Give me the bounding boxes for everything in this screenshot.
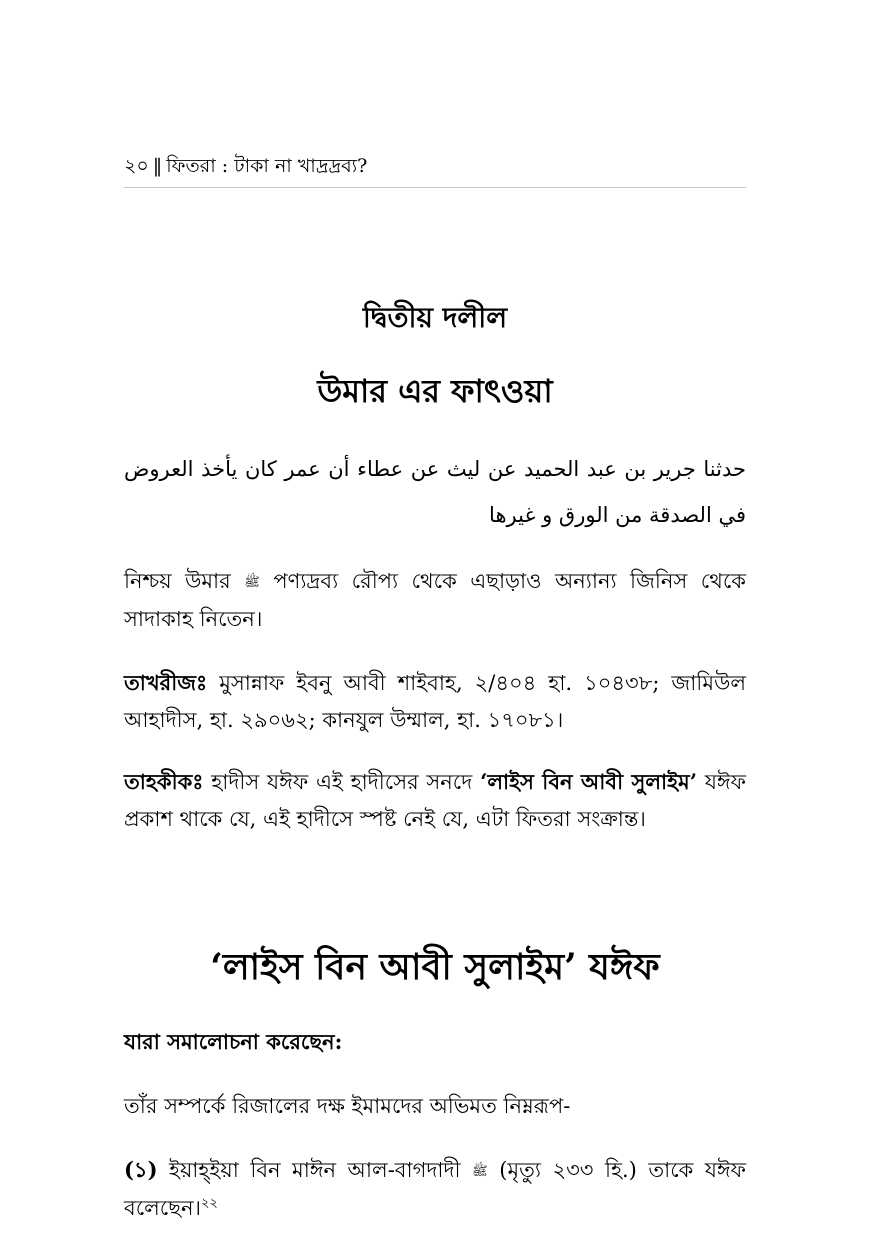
honorific-glyph: ﷺ <box>244 575 260 590</box>
page-header <box>124 152 746 184</box>
translation-after: পণ্যদ্রব্য রৌপ্য থেকে এছাড়াও অন্যান্য জিনিস থেকে সাদাকাহ নিতেন। <box>124 569 746 631</box>
footnote-marker[interactable]: ২২ <box>200 1196 218 1211</box>
critics-intro: তাঁর সম্পর্কে রিজালের দক্ষ ইমামদের অভিমত নিম্নরূপ- <box>124 1094 571 1118</box>
translation-paragraph <box>124 563 746 638</box>
takhrij-label: তাখরীজঃ <box>124 670 208 695</box>
tahqiq-text-before: হাদীস যঈফ এই হাদীসের সনদে <box>211 770 473 794</box>
tahqiq-label: তাহকীকঃ <box>124 769 204 794</box>
item-number: (১) <box>124 1157 158 1182</box>
header-separator: ‖ <box>152 155 163 177</box>
tahqiq-text-after: যঈফ প্রকাশ থাকে যে, এই হাদীসে স্পষ্ট নেই যে, এটা ফিতরা সংক্রান্ত। <box>124 770 746 831</box>
arabic-hadith-text: حدثنا جرير بن عبد الحميد عن ليث عن عطاء أن عمر كان يأخذ العروض في الصدقة من الورق و غيرها <box>124 457 746 527</box>
narrator-heading: ‘লাইস বিন আবী সুলাইম’ যঈফ <box>210 946 660 988</box>
critics-label: যারা সমালোচনা করেছেন: <box>124 1029 343 1054</box>
critic-item-1 <box>124 1151 746 1227</box>
running-title: ফিতরা : টাকা না খাদ্রদ্রব্য? <box>166 155 368 177</box>
tahqiq-paragraph <box>124 763 746 838</box>
tahqiq-narrator: ‘লাইস বিন আবী সুলাইম’ <box>480 769 698 794</box>
honorific-glyph: ﷺ <box>472 1164 488 1179</box>
item-text-after: (মৃত্যু ২৩৩ হি.) তাকে যঈফ বলেছেন। <box>124 1158 746 1220</box>
takhrij-text: মুসান্নাফ ইবনু আবী শাইবাহ, ২/৪০৪ হা. ১০৪৩৮; জামিউল আহাদীস, হা. ২৯০৬২; কানযুল উম্মাল, হা. ১৭০৮১। <box>124 671 746 732</box>
section-subheading: দ্বিতীয় দলীল <box>362 301 508 334</box>
page-number: ২০ <box>124 155 149 177</box>
translation-before: নিশ্চয় উমার <box>124 569 231 593</box>
item-text-before: ইয়াহ্ইয়া বিন মাঈন আল-বাগদাদী <box>169 1158 461 1182</box>
takhrij-paragraph <box>124 664 746 739</box>
header-rule <box>124 187 746 188</box>
section-heading: উমার এর ফাৎওয়া <box>317 372 553 410</box>
document-page <box>124 0 746 1251</box>
